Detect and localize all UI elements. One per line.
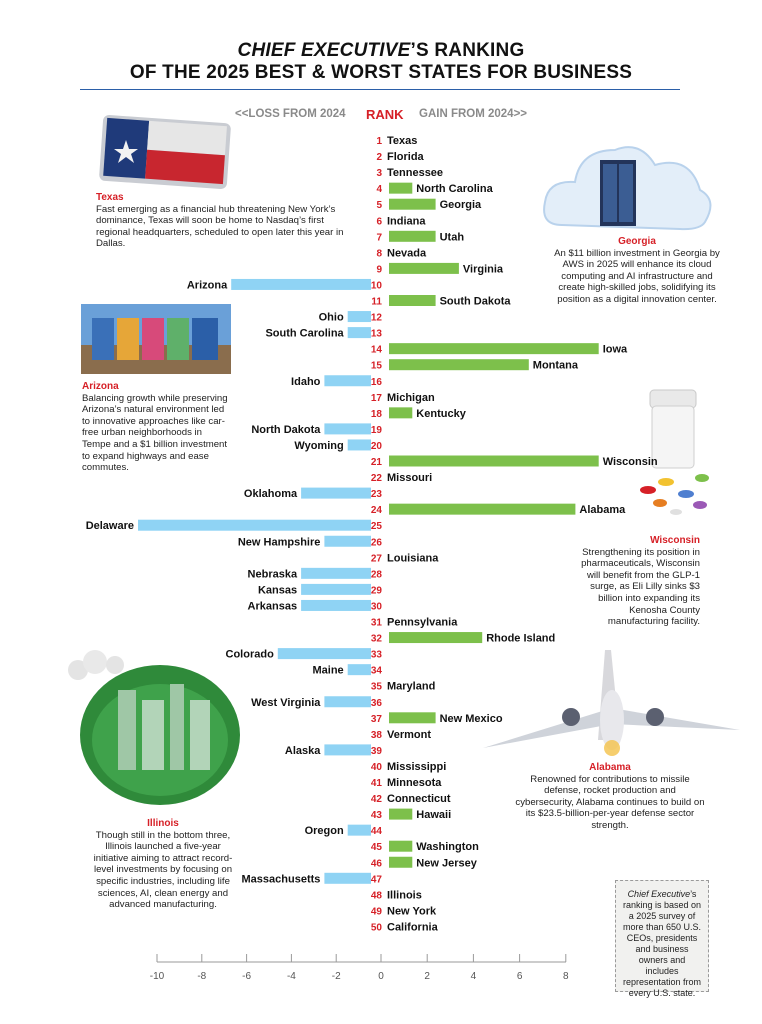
loss-bar: [348, 439, 371, 450]
rank-number: 11: [371, 296, 382, 308]
loss-bar: [324, 423, 371, 434]
loss-bar: [278, 648, 371, 659]
gain-bar: [389, 841, 412, 852]
rank-number: 6: [376, 216, 382, 228]
state-label: Montana: [532, 359, 579, 372]
rank-number: 36: [370, 697, 382, 709]
x-tick-label: 8: [563, 971, 569, 982]
state-label: Idaho: [291, 375, 321, 388]
rank-number: 12: [370, 312, 382, 324]
caption-illinois-title: Illinois: [147, 818, 179, 829]
gain-bar: [389, 263, 459, 274]
rank-number: 31: [370, 617, 382, 629]
state-label: Arkansas: [247, 600, 298, 613]
page-subtitle: OF THE 2025 BEST & WORST STATES FOR BUSINESS: [129, 62, 633, 83]
rank-number: 9: [376, 264, 382, 276]
rank-number: 43: [370, 810, 382, 822]
state-label: Indiana: [387, 215, 426, 228]
caption-illinois-text: Though still in the bottom three, Illinois launched a five-year initiative aiming to attract record-level investments by focusing on specific industries, including life sciences, AI, clean energy and advanced manufacturing.: [93, 829, 233, 911]
gain-header: GAIN FROM 2024>>: [419, 108, 528, 120]
state-label: Hawaii: [416, 809, 452, 822]
gain-bar: [389, 183, 412, 194]
loss-bar: [348, 825, 371, 836]
state-label: Texas: [387, 135, 418, 147]
rank-number: 29: [370, 585, 382, 597]
rank-number: 41: [370, 778, 382, 789]
gain-bar: [389, 343, 599, 354]
rank-number: 18: [370, 408, 382, 420]
caption-arizona-title: Arizona: [82, 381, 119, 392]
gain-bar: [389, 359, 529, 370]
x-tick-label: -8: [197, 971, 207, 982]
gain-bar: [389, 857, 412, 868]
rank-number: 49: [370, 906, 382, 918]
loss-bar: [231, 279, 371, 290]
state-label: Massachusetts: [241, 873, 321, 886]
rank-number: 39: [370, 745, 382, 757]
state-label: New York: [387, 905, 437, 918]
state-label: Vermont: [387, 728, 432, 741]
rank-number: 37: [370, 713, 382, 725]
caption-georgia: [548, 236, 726, 306]
note-publication: Chief Executive: [627, 889, 691, 899]
state-label: Connecticut: [387, 793, 451, 806]
state-label: Nebraska: [247, 568, 298, 581]
caption-arizona-text: Balancing growth while preserving Arizona’s natural environment led to innovative approaches like car-free urban neighborhoods in Tempe and a $1 billion investment to expand highways and ease commutes.: [82, 392, 228, 474]
caption-georgia-text: An $11 billion investment in Georgia by AWS in 2025 will enhance its cloud computing and AI infrastructure and create high-skilled jobs, solidifying its position as a digital innovation center.: [554, 247, 720, 305]
rank-number: 10: [370, 280, 382, 292]
state-label: South Dakota: [439, 295, 511, 308]
loss-bar: [324, 744, 371, 755]
x-tick-label: 2: [424, 971, 430, 982]
loss-bar: [301, 568, 371, 579]
caption-texas-title: Texas: [96, 192, 124, 203]
state-label: Utah: [439, 231, 465, 244]
state-label: New Jersey: [416, 857, 477, 870]
title-publication: CHIEF EXECUTIVE: [237, 40, 411, 61]
caption-wisconsin: [568, 535, 700, 628]
rank-number: 19: [370, 424, 382, 436]
note-text: ’s ranking is based on a 2025 survey of more than 650 U.S. CEOs, presidents and business owners and includes representation from every U.S. state.: [622, 889, 702, 998]
rank-number: 27: [370, 553, 382, 565]
rank-number: 2: [376, 152, 382, 164]
state-label: Delaware: [85, 520, 134, 533]
rank-number: 35: [370, 681, 382, 693]
state-label: Oklahoma: [243, 488, 298, 501]
state-label: North Carolina: [416, 183, 493, 196]
state-label: North Dakota: [251, 423, 321, 436]
state-label: Wyoming: [294, 439, 344, 452]
state-label: California: [387, 921, 438, 934]
rank-number: 47: [370, 874, 382, 886]
rank-header: RANK: [366, 107, 404, 122]
title-line1-rest: ’S RANKING: [410, 40, 525, 61]
loss-bar: [324, 536, 371, 547]
state-label: South Carolina: [265, 327, 344, 340]
rank-number: 50: [370, 922, 382, 934]
rank-number: 38: [370, 729, 382, 741]
caption-wisconsin-title: Wisconsin: [650, 535, 700, 546]
rank-number: 48: [370, 890, 382, 902]
rank-number: 34: [370, 665, 382, 677]
state-label: Louisiana: [387, 552, 439, 565]
gain-bar: [389, 504, 575, 515]
rank-number: 14: [370, 344, 382, 356]
caption-texas: [96, 192, 348, 250]
rank-number: 30: [370, 601, 382, 613]
rank-number: 32: [370, 633, 382, 645]
methodology-note: [615, 880, 709, 998]
state-label: New Hampshire: [237, 536, 321, 549]
gain-bar: [389, 295, 436, 306]
x-tick-label: 6: [516, 971, 523, 982]
state-label: Virginia: [462, 263, 504, 276]
state-label: Maine: [312, 664, 344, 677]
state-label: Georgia: [439, 199, 482, 212]
loss-header: <<LOSS FROM 2024: [235, 108, 346, 120]
x-tick-label: 0: [378, 971, 384, 982]
rank-number: 1: [376, 136, 382, 147]
loss-bar: [348, 664, 371, 675]
gain-bar: [389, 632, 482, 643]
loss-bar: [301, 584, 371, 595]
caption-illinois: [92, 818, 234, 911]
state-label: Mississippi: [387, 760, 447, 773]
state-label: Nevada: [387, 247, 427, 260]
loss-bar: [138, 520, 371, 531]
state-label: Maryland: [387, 680, 436, 693]
loss-bar: [348, 327, 371, 338]
state-label: Washington: [416, 841, 479, 854]
loss-bar: [324, 696, 371, 707]
caption-alabama-text: Renowned for contributions to missile defense, rocket production and cybersecurity, Alabama continues to build on its $23.5-billion-per-year defense sector strength.: [515, 773, 705, 831]
rank-number: 5: [376, 200, 382, 212]
rank-number: 40: [370, 761, 382, 773]
rank-number: 24: [370, 505, 382, 517]
rank-number: 17: [370, 392, 382, 404]
state-label: West Virginia: [251, 696, 321, 709]
state-label: Missouri: [387, 472, 433, 485]
rank-number: 22: [370, 473, 382, 485]
gain-bar: [389, 199, 436, 210]
rank-number: 7: [376, 232, 382, 244]
state-label: Alaska: [284, 744, 321, 757]
rank-number: 44: [370, 826, 382, 838]
gain-bar: [389, 407, 412, 418]
rank-number: 28: [370, 569, 382, 581]
caption-alabama-title: Alabama: [589, 762, 631, 773]
state-label: Pennsylvania: [387, 616, 458, 629]
state-label: Illinois: [387, 889, 422, 902]
rank-number: 4: [376, 184, 382, 196]
caption-texas-text: Fast emerging as a financial hub threatening New York’s dominance, Texas will soon be home to Nasdaq’s first regional headquarters, scheduled to open later this year in Dallas.: [96, 203, 344, 250]
loss-bar: [324, 375, 371, 386]
state-label: Florida: [387, 151, 424, 164]
rank-number: 45: [370, 842, 382, 854]
caption-georgia-title: Georgia: [618, 236, 656, 247]
rank-number: 8: [376, 248, 382, 260]
rank-number: 26: [370, 537, 382, 549]
rank-number: 20: [370, 440, 382, 452]
rank-number: 21: [370, 457, 382, 468]
gain-bar: [389, 456, 599, 467]
state-label: Minnesota: [387, 777, 442, 789]
state-label: Oregon: [304, 825, 344, 838]
gain-bar: [389, 712, 436, 723]
state-label: Iowa: [602, 343, 628, 356]
loss-bar: [301, 600, 371, 611]
state-label: Michigan: [387, 391, 435, 404]
x-tick-label: -4: [286, 971, 296, 982]
caption-alabama: [515, 762, 705, 832]
rank-number: 33: [370, 649, 382, 661]
rank-number: 42: [370, 794, 382, 806]
gain-bar: [389, 809, 412, 820]
rank-number: 16: [370, 376, 382, 388]
state-label: Kentucky: [416, 407, 466, 420]
state-label: Wisconsin: [602, 456, 658, 468]
state-label: Colorado: [225, 648, 274, 661]
caption-wisconsin-text: Strengthening its position in pharmaceuticals, Wisconsin will benefit from the GLP-1 surge, as Eli Lilly sinks $3 billion into expanding its Kenosha County manufacturing facility.: [581, 546, 700, 628]
loss-bar: [348, 311, 371, 322]
x-tick-label: -10: [149, 971, 165, 982]
state-label: Alabama: [579, 504, 626, 517]
rank-number: 15: [370, 360, 382, 372]
rank-number: 3: [376, 168, 382, 180]
rank-number: 25: [370, 521, 382, 533]
state-label: Ohio: [318, 311, 344, 324]
loss-bar: [301, 488, 371, 499]
state-label: New Mexico: [439, 712, 503, 725]
loss-bar: [324, 873, 371, 884]
rank-number: 46: [370, 858, 382, 870]
gain-bar: [389, 231, 436, 242]
rank-number: 23: [370, 489, 382, 501]
state-label: Kansas: [257, 584, 298, 597]
x-tick-label: 4: [470, 971, 477, 982]
state-label: Tennessee: [387, 167, 444, 180]
state-label: Arizona: [186, 279, 228, 292]
x-tick-label: -2: [331, 971, 341, 982]
state-label: Rhode Island: [486, 632, 556, 645]
rank-number: 13: [370, 328, 382, 340]
caption-arizona: [82, 381, 230, 474]
x-tick-label: -6: [242, 971, 252, 982]
